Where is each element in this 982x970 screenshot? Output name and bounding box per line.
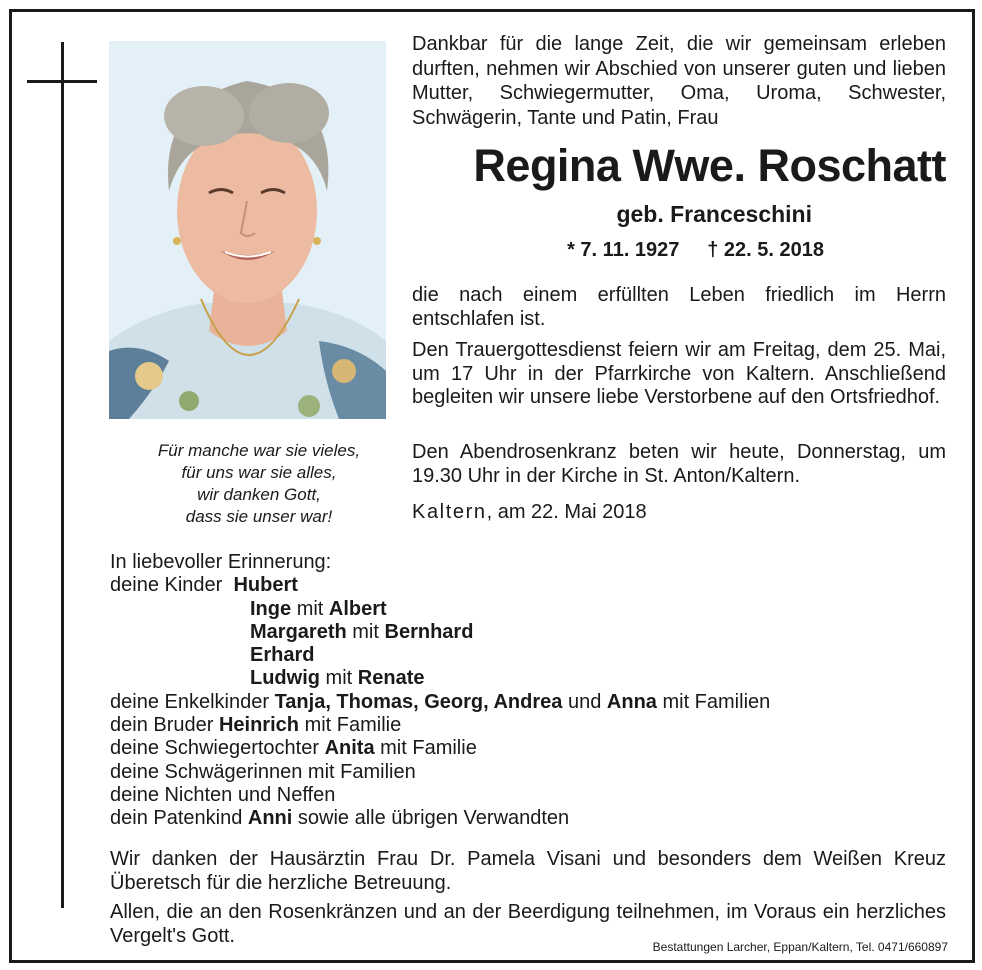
peaceful-text: die nach einem erfüllten Leben friedlich im Herrn entschlafen ist. [412, 284, 946, 330]
portrait-photo [109, 41, 386, 419]
grandchild-name: Anna [606, 690, 657, 713]
children-row [110, 574, 950, 597]
deceased-name: Regina Wwe. Roschatt [473, 140, 946, 191]
relation-label: deine Schwiegertochter [110, 737, 320, 760]
children-label: deine Kinder [110, 574, 223, 597]
sisters-in-law-row: deine Schwägerinnen mit Familien [110, 760, 416, 783]
undertaker-info: Bestattungen Larcher, Eppan/Kaltern, Tel. 0471/660897 [652, 940, 948, 954]
relation-suffix: mit Familien [662, 690, 771, 713]
cross-icon [61, 42, 64, 908]
partner-name: Albert [328, 597, 387, 620]
godchild-name: Anni [247, 807, 293, 830]
funeral-info: Den Trauergottesdienst feiern wir am Freitag, dem 25. Mai, um 17 Uhr in der Pfarrkirche von Kaltern. Anschließend begleiten wir unsere liebe Verstorbene auf den Ortsfriedhof. [412, 339, 946, 408]
brother-row [110, 714, 950, 737]
relation-suffix: sowie alle übrigen Verwandten [297, 807, 570, 830]
death-date: † 22. 5. 2018 [707, 239, 824, 261]
thanks-text: Allen, die an den Rosenkränzen und an der Beerdigung teilnehmen, im Voraus ein herzliches Vergelt's Gott. [110, 901, 946, 947]
relation-suffix: mit Familie [304, 714, 402, 737]
child-row [110, 598, 950, 621]
grandchildren-names: Tanja, Thomas, Georg, Andrea [274, 690, 563, 713]
memorial-quote [109, 440, 409, 528]
quote-line: für uns war sie alles, [181, 463, 337, 482]
maiden-name: geb. Franceschini [616, 201, 812, 227]
child-row [110, 621, 950, 644]
relation-label: dein Bruder [110, 714, 214, 737]
connector-text: und [567, 690, 602, 713]
intro-text: Dankbar für die lange Zeit, die wir gemeinsam erleben durften, nehmen wir Abschied von unserer guten und lieben Mutter, Schwiegermutter, Oma, Uroma, Schwester, Schwägerin, Tante und Patin, Frau [412, 33, 946, 129]
place-date [412, 500, 647, 524]
partner-name: Bernhard [384, 620, 474, 643]
cross-icon-bar [27, 80, 97, 83]
relation-suffix: mit Familie [380, 737, 477, 760]
daughter-in-law-row [110, 737, 950, 760]
life-dates [412, 236, 824, 264]
connector-text: mit [352, 620, 379, 643]
thanks-text: Wir danken der Hausärztin Frau Dr. Pamela Visani und besonders dem Weißen Kreuz Überetsch für die herzliche Betreuung. [110, 848, 946, 894]
connector-text: mit [296, 597, 324, 620]
date: , am 22. Mai 2018 [486, 501, 647, 523]
nieces-nephews-row: deine Nichten und Neffen [110, 783, 336, 806]
family-list [110, 551, 950, 831]
partner-name: Renate [357, 667, 425, 690]
daughter-in-law-name: Anita [324, 737, 375, 760]
child-row [110, 644, 950, 667]
child-name: Erhard [250, 644, 315, 667]
brother-name: Heinrich [218, 714, 299, 737]
child-name: Inge [250, 597, 292, 620]
relation-label: dein Patenkind [110, 807, 243, 830]
godchild-row [110, 807, 950, 830]
quote-line: wir danken Gott, [197, 485, 321, 504]
rosary-info: Den Abendrosenkranz beten wir heute, Donnerstag, um 19.30 Uhr in der Kirche in St. Anton/Kaltern. [412, 441, 946, 487]
family-heading: In liebevoller Erinnerung: [110, 551, 332, 573]
relation-label: deine Enkelkinder [110, 690, 269, 713]
grandchildren-row [110, 691, 950, 714]
child-name: Hubert [233, 574, 298, 597]
child-name: Ludwig [250, 667, 320, 690]
place: Kaltern [412, 501, 487, 523]
child-name: Margareth [250, 620, 347, 643]
child-row [110, 667, 950, 690]
birth-date: * 7. 11. 1927 [567, 239, 680, 261]
quote-line: Für manche war sie vieles, [157, 441, 361, 460]
quote-line: dass sie unser war! [185, 507, 333, 526]
connector-text: mit [325, 667, 353, 690]
